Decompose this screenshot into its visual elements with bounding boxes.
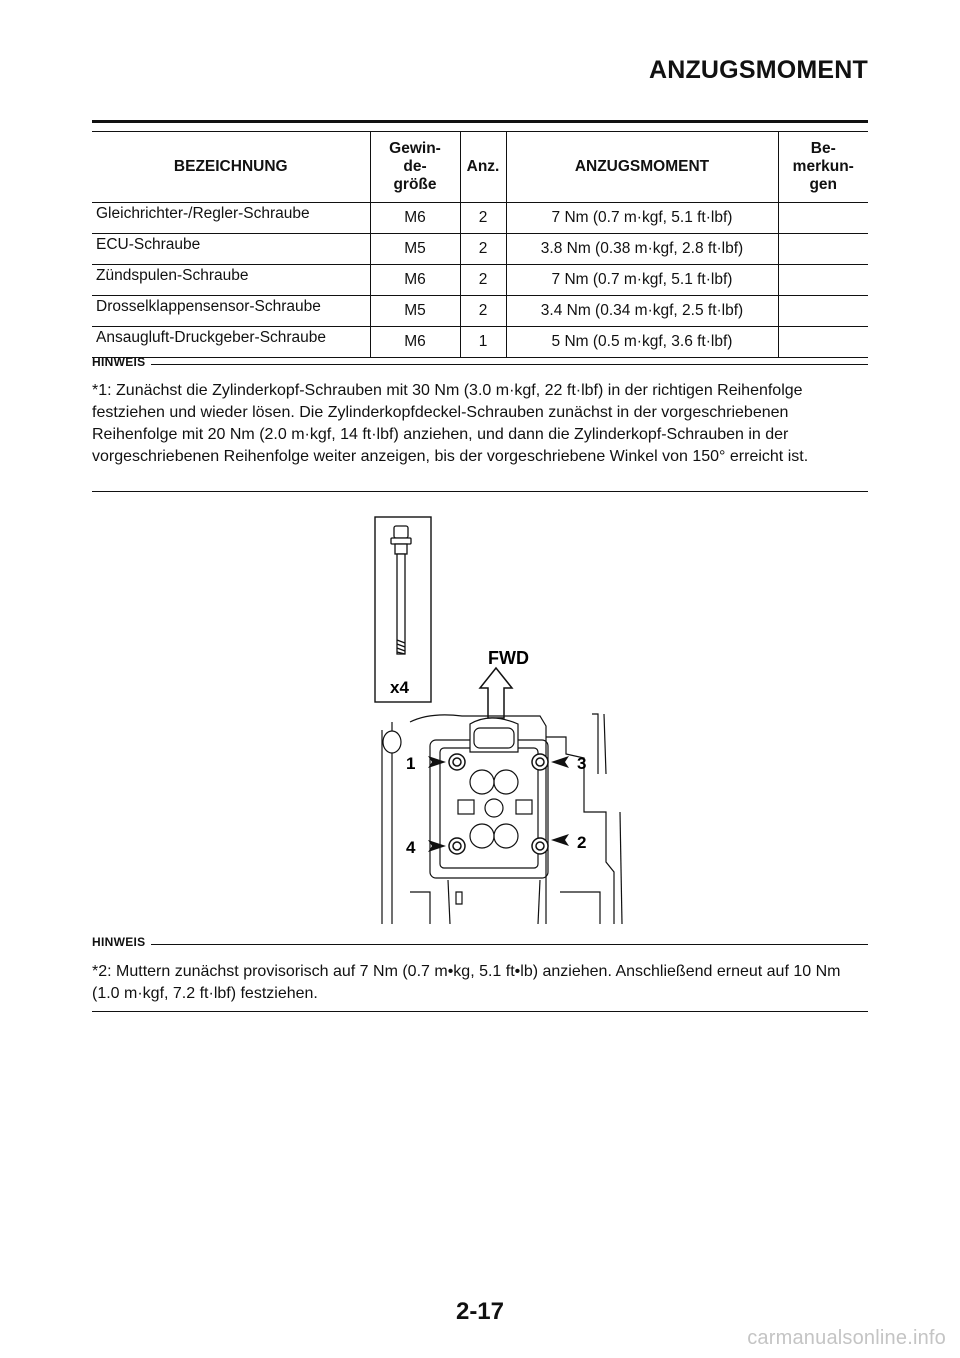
cell-thread: M5 <box>370 234 460 265</box>
cell-name: ECU-Schraube <box>92 234 370 265</box>
table-row <box>92 296 868 327</box>
header-bezeichnung: BEZEICHNUNG <box>92 132 370 203</box>
note-1-text: *1: Zunächst die Zylinderkopf-Schrauben mit 30 Nm (3.0 m·kgf, 22 ft·lbf) in der richtigen Reihenfolge festziehen und wieder lösen. Die Zylinderkopfdeckel-Schrauben zunächst in der vorgeschriebenen Reihenfolge mit 20 Nm (2.0 m·kgf, 14 ft·lbf) anziehen, und dann die Zylinderkopf-Schrauben in der vorgeschriebenen Reihenfolge weiter anzeigen, bis der vorgeschriebene Winkel von 150° erreicht ist. <box>92 382 809 465</box>
cell-name: Drosselklappensensor-Schraube <box>92 296 370 327</box>
note-1-rule <box>151 364 868 365</box>
note-2-label: HINWEIS <box>92 935 146 949</box>
note-1-label: HINWEIS <box>92 355 146 369</box>
header-gewindegroesse: Gewin- de- größe <box>370 132 460 203</box>
note-2-header <box>92 935 868 949</box>
table-row <box>92 265 868 296</box>
cell-name: Gleichrichter-/Regler-Schraube <box>92 203 370 234</box>
fwd-label: FWD <box>488 648 529 668</box>
cell-qty: 1 <box>460 327 506 358</box>
cell-torque: 7 Nm (0.7 m·kgf, 5.1 ft·lbf) <box>506 203 778 234</box>
note-1-header <box>92 355 868 369</box>
cell-name: Zündspulen-Schraube <box>92 265 370 296</box>
header-rule <box>92 120 868 123</box>
fwd-arrow-icon <box>480 668 512 718</box>
bolt-positions <box>449 754 548 854</box>
table-row <box>92 327 868 358</box>
sequence-label-3: 3 <box>577 754 587 773</box>
table-header-row <box>92 132 868 203</box>
watermark: carmanualsonline.info <box>747 1327 946 1349</box>
page-number: 2-17 <box>455 1298 505 1325</box>
cell-thread: M6 <box>370 203 460 234</box>
cell-torque: 7 Nm (0.7 m·kgf, 5.1 ft·lbf) <box>506 265 778 296</box>
cell-torque: 3.4 Nm (0.34 m·kgf, 2.5 ft·lbf) <box>506 296 778 327</box>
cell-remarks <box>778 265 868 296</box>
header-anzugsmoment: ANZUGSMOMENT <box>506 132 778 203</box>
sequence-label-4: 4 <box>406 838 416 857</box>
cell-torque: 3.8 Nm (0.38 m·kgf, 2.8 ft·lbf) <box>506 234 778 265</box>
torque-table <box>92 131 868 358</box>
cell-remarks <box>778 296 868 327</box>
cell-torque: 5 Nm (0.5 m·kgf, 3.6 ft·lbf) <box>506 327 778 358</box>
cell-thread: M6 <box>370 327 460 358</box>
cell-thread: M6 <box>370 265 460 296</box>
table-row <box>92 203 868 234</box>
header-bemerkungen: Be- merkun- gen <box>778 132 868 203</box>
cell-qty: 2 <box>460 296 506 327</box>
note-1-end-rule <box>92 491 868 492</box>
cylinder-head-icon <box>382 714 622 924</box>
page-title: ANZUGSMOMENT <box>648 56 868 84</box>
cell-qty: 2 <box>460 203 506 234</box>
note-2-text: *2: Muttern zunächst provisorisch auf 7 Nm (0.7 m•kg, 5.1 ft•lb) anziehen. Anschließend erneut auf 10 Nm (1.0 m·kgf, 7.2 ft·lbf) festziehen. <box>92 963 841 1002</box>
note-2-rule <box>151 944 868 945</box>
cell-remarks <box>778 327 868 358</box>
cell-qty: 2 <box>460 234 506 265</box>
note-2-end-rule <box>92 1011 868 1012</box>
cell-remarks <box>778 203 868 234</box>
bolt-qty-label: x4 <box>390 678 409 697</box>
cylinder-head-diagram <box>370 512 630 924</box>
cell-name: Ansaugluft-Druckgeber-Schraube <box>92 327 370 358</box>
cell-qty: 2 <box>460 265 506 296</box>
cell-remarks <box>778 234 868 265</box>
sequence-label-2: 2 <box>577 833 587 852</box>
sequence-label-1: 1 <box>406 754 416 773</box>
header-anzahl: Anz. <box>460 132 506 203</box>
cell-thread: M5 <box>370 296 460 327</box>
table-row <box>92 234 868 265</box>
